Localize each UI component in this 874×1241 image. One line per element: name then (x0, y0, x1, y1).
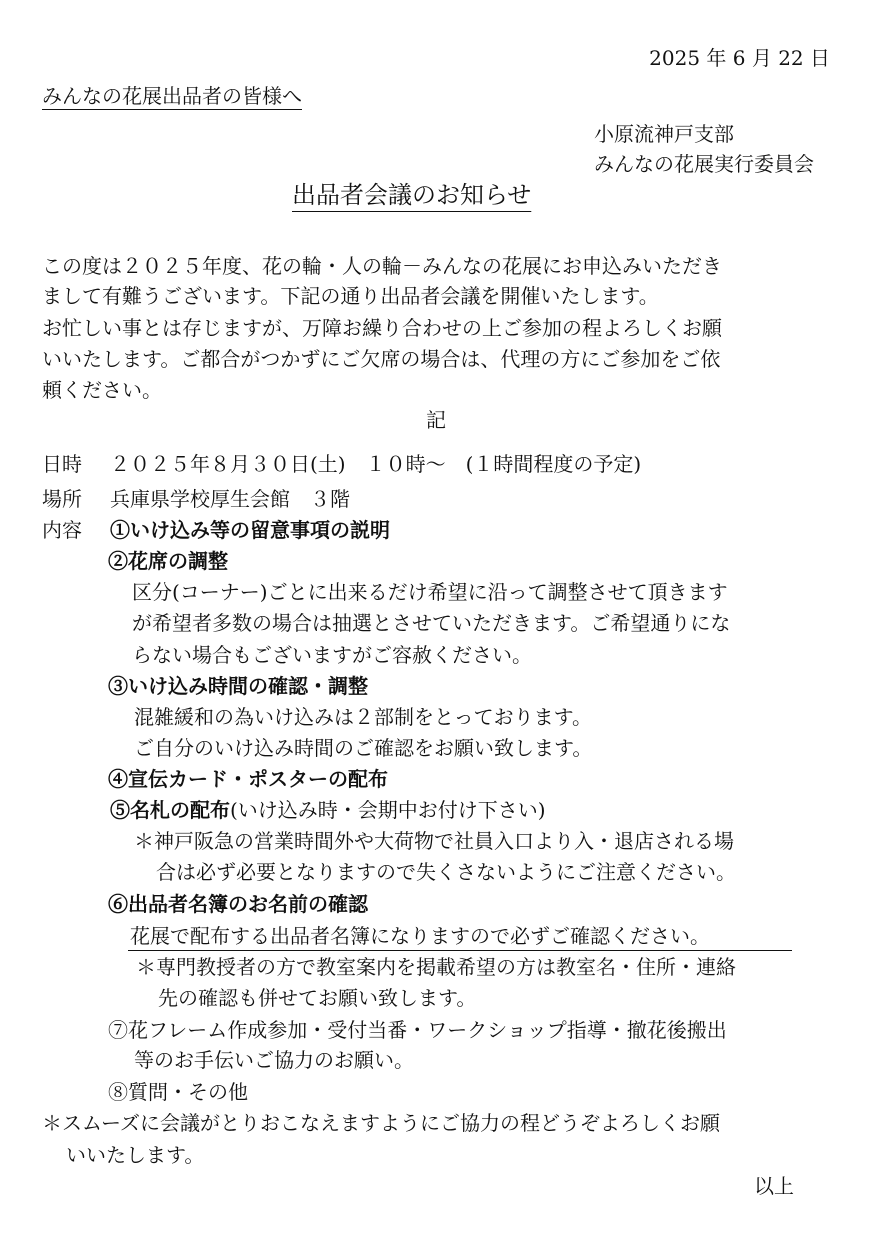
item-2-text: 区分(コーナー)ごとに出来るだけ希望に沿って調整させて頂きます (132, 580, 728, 604)
item-5 (110, 800, 546, 820)
item-4: ④宣伝カード・ポスターの配布 (108, 767, 388, 791)
closing-line: ＊スムーズに会議がとりおこなえますようにご協力の程どうぞよろしくお願 (42, 1111, 720, 1135)
item-2-text: が希望者多数の場合は抽選とさせていただきます。ご希望通りにな (132, 611, 731, 635)
item-5-note: 合は必ず必要となりますので失くさないようにご注意ください。 (156, 860, 736, 884)
item-3-text: ご自分のいけ込み時間のご確認をお願い致します。 (134, 736, 593, 760)
item-3-text: 混雑緩和の為いけ込みは２部制をとっております。 (134, 705, 592, 729)
document-date: 2025 年 6 月 22 日 (649, 46, 830, 70)
item-5-subtitle: (いけ込み時・会期中お付け下さい) (230, 798, 546, 822)
item-6: ⑥出品者名簿のお名前の確認 (108, 892, 368, 916)
closing-line: いいたします。 (66, 1143, 205, 1167)
intro-line: 頼ください。 (42, 378, 162, 402)
item-1: ①いけ込み等の留意事項の説明 (110, 518, 390, 542)
place-value: 兵庫県学校厚生会館 ３階 (110, 487, 350, 511)
end-mark: 以上 (754, 1174, 794, 1198)
item-8: ⑧質問・その他 (108, 1080, 248, 1104)
item-7: ⑦花フレーム作成参加・受付当番・ワークショップ指導・撤花後搬出 (108, 1018, 727, 1042)
item-6-note: 先の確認も併せてお願い致します。 (158, 986, 477, 1010)
sender-branch: 小原流神戸支部 (594, 122, 734, 146)
item-6-note: ＊専門教授者の方で教室案内を掲載希望の方は教室名・住所・連絡 (136, 955, 736, 979)
intro-line: この度は２０２５年度、花の輪・人の輪－みんなの花展にお申込みいただき (42, 254, 722, 278)
recipient: みんなの花展出品者の皆様へ (42, 84, 302, 108)
content-label: 内容 (42, 518, 82, 542)
intro-line: いいたします。ご都合がつかずにご欠席の場合は、代理の方にご参加をご依 (42, 347, 721, 371)
item-2-text: らない場合もございますがご容赦ください。 (132, 643, 532, 667)
place-label: 場所 (42, 487, 82, 511)
intro-line: お忙しい事とは存じますが、万障お繰り合わせの上ご参加の程よろしくお願 (42, 316, 722, 340)
document-title: 出品者会議のお知らせ (292, 181, 532, 209)
sender-committee: みんなの花展実行委員会 (594, 152, 814, 176)
date-label: 日時 (42, 452, 82, 476)
intro-line: まして有難うございます。下記の通り出品者会議を開催いたします。 (42, 284, 659, 308)
ki-heading: 記 (426, 408, 446, 432)
date-value: ２０２５年８月３０日(土) １０時～ (１時間程度の予定) (110, 452, 642, 476)
item-7-text: 等のお手伝いご協力のお願い。 (134, 1048, 414, 1072)
item-6-underline (128, 950, 792, 951)
item-2: ②花席の調整 (108, 549, 228, 573)
item-5-note: ＊神戸阪急の営業時間外や大荷物で社員入口より入・退店される場 (134, 829, 734, 853)
item-5-title: ⑤名札の配布 (110, 798, 230, 822)
item-3: ③いけ込み時間の確認・調整 (108, 674, 368, 698)
item-6-text: 花展で配布する出品者名簿になりますので必ずご確認ください。 (130, 924, 710, 948)
